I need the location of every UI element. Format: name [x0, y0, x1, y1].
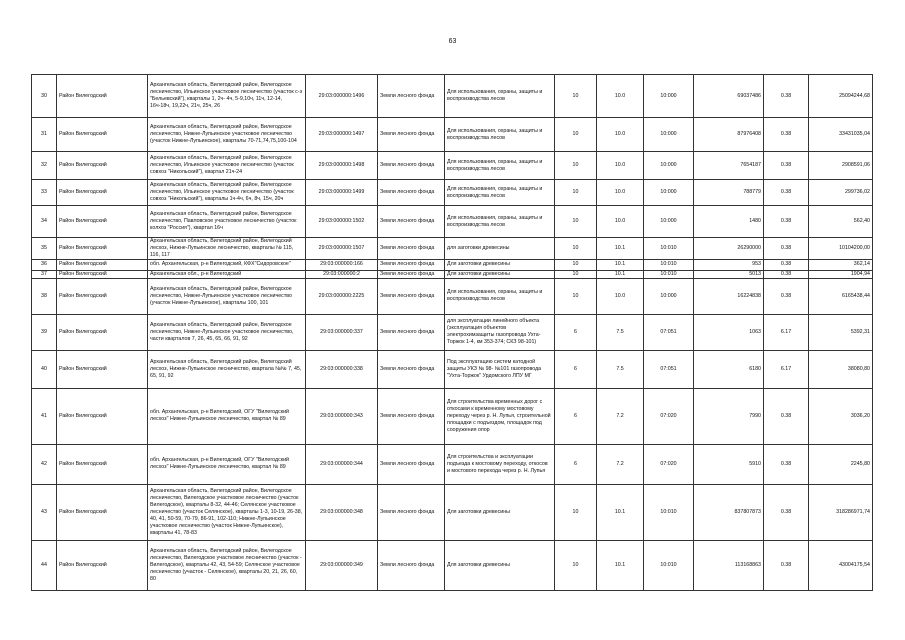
cadastral-value: 1904,94	[809, 270, 873, 278]
rate-value: 0.38	[764, 484, 809, 540]
cadastral-value: 6165438,44	[809, 278, 873, 314]
area-value: 26290000	[694, 238, 764, 260]
table-row	[32, 388, 873, 444]
land-category: Земли лесного фонда	[378, 238, 445, 260]
code-3: 10:000	[644, 206, 694, 238]
area-value: 788779	[694, 180, 764, 206]
cadastral-value: 362,14	[809, 259, 873, 270]
cadastral-number: 29:03:000000:1507	[306, 238, 378, 260]
land-category: Земли лесного фонда	[378, 152, 445, 180]
district-cell: Район Вилегодский	[57, 180, 148, 206]
district-cell: Район Вилегодский	[57, 259, 148, 270]
table-row	[32, 444, 873, 484]
row-number: 36	[32, 259, 57, 270]
table-row	[32, 206, 873, 238]
land-category: Земли лесного фонда	[378, 180, 445, 206]
area-value: 1480	[694, 206, 764, 238]
location-cell: обл. Архангельская, р-н Вилегодский, ОГУ "Вилегодский лесхоз" Нижне-Лупьинское лесничество, квартал № 89	[148, 444, 306, 484]
code-1: 10	[555, 206, 597, 238]
code-3: 10:010	[644, 259, 694, 270]
code-3: 10:000	[644, 152, 694, 180]
code-3: 10:010	[644, 484, 694, 540]
cadastral-number: 29:03:000000:1502	[306, 206, 378, 238]
cadastral-number: 29:03:000000:338	[306, 350, 378, 388]
cadastral-value: 562,40	[809, 206, 873, 238]
code-1: 10	[555, 278, 597, 314]
land-category: Земли лесного фонда	[378, 278, 445, 314]
cadastral-value: 25094244,68	[809, 75, 873, 118]
cadastral-number: 29:03:000000:344	[306, 444, 378, 484]
permitted-use: Для использования, охраны, защиты и воспроизводства лесов	[445, 206, 555, 238]
location-cell: Архангельская область, Вилегодский район, Вилегодский лесхоз, Нижне-Лупьинское лесничество, квартала №№ 7, 45, 65, 91, 92	[148, 350, 306, 388]
cadastral-number: 29:03:000000:166	[306, 259, 378, 270]
district-cell: Район Вилегодский	[57, 270, 148, 278]
land-category: Земли лесного фонда	[378, 118, 445, 152]
code-1: 10	[555, 540, 597, 590]
permitted-use: для эксплуатации линейного объекта (эксплуатация объектов электрохимзащиты газопровода Ухта-Торжок 1-4, км 353-374; СКЗ 98-101)	[445, 314, 555, 350]
table-row	[32, 278, 873, 314]
code-3: 10:000	[644, 118, 694, 152]
location-cell: Архангельская область, Вилегодский район, Вилегодское лесничество, Вилегодское участковое лесничество (участок - Вилегодское), кварталы 42, 43, 54-59; Селянское участковое лесничество (участок - Селянское), кварталы 20, 21, 26, 60, 80	[148, 540, 306, 590]
land-category: Земли лесного фонда	[378, 350, 445, 388]
table-row	[32, 350, 873, 388]
code-3: 10:010	[644, 270, 694, 278]
district-cell: Район Вилегодский	[57, 484, 148, 540]
rate-value: 0.38	[764, 444, 809, 484]
area-value: 5013	[694, 270, 764, 278]
code-2: 10.0	[597, 118, 644, 152]
code-2: 7.2	[597, 388, 644, 444]
location-cell: Архангельская область, Вилегодский район, Вилегодский лесхоз, Нижне-Лупьинское лесничество, кварталы № 115, 116, 117	[148, 238, 306, 260]
code-2: 10.1	[597, 484, 644, 540]
location-cell: Архангельская область, Вилегодский район, Вилегодское лесничество, Ильинское участковое лесничество (участок с-з "Бельевский"), кварталы 1, 2ч- 4ч, 5-9,10ч, 11ч, 12-14, 16ч-18ч, 19,22ч, 21ч, 25ч, 26	[148, 75, 306, 118]
row-number: 38	[32, 278, 57, 314]
permitted-use: Для использования, охраны, защиты и воспроизводства лесов	[445, 118, 555, 152]
cadastral-value: 2908591,06	[809, 152, 873, 180]
cadastral-number: 29:03:000000:1499	[306, 180, 378, 206]
code-1: 10	[555, 152, 597, 180]
rate-value: 0.38	[764, 270, 809, 278]
area-value: 7654187	[694, 152, 764, 180]
cadastral-number: 29:03:000000:1496	[306, 75, 378, 118]
land-category: Земли лесного фонда	[378, 484, 445, 540]
area-value: 16224838	[694, 278, 764, 314]
code-2: 7.5	[597, 314, 644, 350]
district-cell: Район Вилегодский	[57, 540, 148, 590]
code-1: 6	[555, 388, 597, 444]
land-category: Земли лесного фонда	[378, 206, 445, 238]
rate-value: 6.17	[764, 350, 809, 388]
code-2: 10.1	[597, 270, 644, 278]
location-cell: обл. Архангельская, р-н Вилегодский, КФХ"Сидоровское"	[148, 259, 306, 270]
permitted-use: Для использования, охраны, защиты и воспроизводства лесов	[445, 75, 555, 118]
land-category: Земли лесного фонда	[378, 444, 445, 484]
code-1: 10	[555, 75, 597, 118]
code-1: 6	[555, 350, 597, 388]
district-cell: Район Вилегодский	[57, 206, 148, 238]
cadastral-value: 2245,80	[809, 444, 873, 484]
location-cell: Архангельская область, Вилегодский район, Вилегодское лесничество, Нижне-Лупьинское участковое лесничество (участок Нижне-Лупьинское), кварталы 70-71,74,75,100-104	[148, 118, 306, 152]
area-value: 953	[694, 259, 764, 270]
district-cell: Район Вилегодский	[57, 350, 148, 388]
code-3: 10:000	[644, 75, 694, 118]
rate-value: 6.17	[764, 314, 809, 350]
row-number: 30	[32, 75, 57, 118]
rate-value: 0.38	[764, 278, 809, 314]
permitted-use: Для строительства и эксплуатации подъезда к мостовому переходу, откосов и мостового перехода через р. Н. Лупья	[445, 444, 555, 484]
code-3: 10:000	[644, 278, 694, 314]
code-3: 07:051	[644, 314, 694, 350]
code-1: 10	[555, 118, 597, 152]
permitted-use: Для заготовки древесины	[445, 270, 555, 278]
code-2: 10.1	[597, 540, 644, 590]
code-2: 7.2	[597, 444, 644, 484]
rate-value: 0.38	[764, 540, 809, 590]
code-2: 10.1	[597, 259, 644, 270]
code-3: 10:010	[644, 238, 694, 260]
table-row	[32, 484, 873, 540]
code-3: 10:000	[644, 180, 694, 206]
table-row	[32, 238, 873, 260]
table-row	[32, 152, 873, 180]
code-3: 07:051	[644, 350, 694, 388]
permitted-use: Для строительства временных дорог с откосами к временному мостовому переходу через р. Н. Лупья, строительной площадки с подъездом, площадок под сооружения опор	[445, 388, 555, 444]
code-1: 6	[555, 444, 597, 484]
table-row	[32, 118, 873, 152]
permitted-use: Для использования, охраны, защиты и воспроизводства лесов	[445, 152, 555, 180]
location-cell: Архангельская обл., р-н Вилегодский	[148, 270, 306, 278]
row-number: 40	[32, 350, 57, 388]
rate-value: 0.38	[764, 152, 809, 180]
row-number: 43	[32, 484, 57, 540]
land-category: Земли лесного фонда	[378, 388, 445, 444]
row-number: 42	[32, 444, 57, 484]
rate-value: 0.38	[764, 259, 809, 270]
code-1: 10	[555, 484, 597, 540]
table-row	[32, 270, 873, 278]
cadastral-number: 29:03:000000:348	[306, 484, 378, 540]
cadastral-number: 29:03:000000:337	[306, 314, 378, 350]
area-value: 7990	[694, 388, 764, 444]
code-1: 10	[555, 238, 597, 260]
row-number: 41	[32, 388, 57, 444]
cadastral-value: 3036,20	[809, 388, 873, 444]
permitted-use: для заготовки древесины	[445, 238, 555, 260]
row-number: 33	[32, 180, 57, 206]
district-cell: Район Вилегодский	[57, 388, 148, 444]
code-3: 10:010	[644, 540, 694, 590]
district-cell: Район Вилегодский	[57, 238, 148, 260]
table-row	[32, 180, 873, 206]
cadastral-number: 29:03:000000:1497	[306, 118, 378, 152]
cadastral-number: 29:03:000000:343	[306, 388, 378, 444]
district-cell: Район Вилегодский	[57, 152, 148, 180]
rate-value: 0.38	[764, 180, 809, 206]
district-cell: Район Вилегодский	[57, 118, 148, 152]
district-cell: Район Вилегодский	[57, 75, 148, 118]
area-value: 6180	[694, 350, 764, 388]
table-row	[32, 314, 873, 350]
cadastral-number: 29:03:000000:1498	[306, 152, 378, 180]
rate-value: 0.38	[764, 388, 809, 444]
area-value: 113168863	[694, 540, 764, 590]
area-value: 1063	[694, 314, 764, 350]
cadastral-value: 318286971,74	[809, 484, 873, 540]
cadastral-value: 299736,02	[809, 180, 873, 206]
district-cell: Район Вилегодский	[57, 278, 148, 314]
row-number: 31	[32, 118, 57, 152]
row-number: 37	[32, 270, 57, 278]
permitted-use: Для использования, охраны, защиты и воспроизводства лесов	[445, 278, 555, 314]
location-cell: Архангельская область, Вилегодский район, Вилегодское лесничество, Вилегодское участковое лесничество (участок Вилегодское), кварталы 8-32, 44-46; Селянское участковое лесничество (участок Селянское), кварталы 1-3, 10-19, 26-38, 40, 41, 50-59, 70-79, 86-91, 102-110; Нижне-Лупьинское участковое лесничество (участок Нижне-Лупьинское), кварталы 41, 78-83	[148, 484, 306, 540]
cadastral-number: 29:03:000000:349	[306, 540, 378, 590]
code-2: 10.0	[597, 206, 644, 238]
rate-value: 0.38	[764, 118, 809, 152]
row-number: 32	[32, 152, 57, 180]
area-value: 837807873	[694, 484, 764, 540]
cadastral-number: 29:03:000000:2225	[306, 278, 378, 314]
code-2: 10.1	[597, 238, 644, 260]
row-number: 39	[32, 314, 57, 350]
code-1: 10	[555, 259, 597, 270]
land-category: Земли лесного фонда	[378, 540, 445, 590]
row-number: 34	[32, 206, 57, 238]
cadastral-value: 10104200,00	[809, 238, 873, 260]
cadastral-value: 5392,31	[809, 314, 873, 350]
code-2: 10.0	[597, 278, 644, 314]
table-row	[32, 259, 873, 270]
location-cell: Архангельская область, Вилегодский район, Вилегодское лесничество, Ильинское участковое лесничество (участок совхоз "Никольский"), квартал 21ч-24	[148, 152, 306, 180]
area-value: 5910	[694, 444, 764, 484]
location-cell: Архангельская область, Вилегодский район, Вилегодское лесничество, Павловское участковое лесничество (участок колхоз "Россия"), квартал 16ч	[148, 206, 306, 238]
permitted-use: Под эксплуатацию систем катодной защиты УКЗ № 98- №101 газопровода "Ухта-Торжок" Урдомского ЛПУ МГ	[445, 350, 555, 388]
row-number: 35	[32, 238, 57, 260]
location-cell: Архангельская область, Вилегодский район, Вилегодское лесничество, Нижне-Лупьинское участковое лесничество, части кварталов 7, 26, 45, 65, 66, 91, 92	[148, 314, 306, 350]
code-2: 10.0	[597, 152, 644, 180]
cadastral-value: 43004175,54	[809, 540, 873, 590]
permitted-use: Для использования, охраны, защиты и воспроизводства лесов	[445, 180, 555, 206]
page-number: 63	[448, 38, 457, 45]
code-1: 10	[555, 270, 597, 278]
land-category: Земли лесного фонда	[378, 270, 445, 278]
cadastral-number: 29:03:000000:2	[306, 270, 378, 278]
land-category: Земли лесного фонда	[378, 259, 445, 270]
cadastral-value: 38080,80	[809, 350, 873, 388]
permitted-use: Для заготовки древесины	[445, 259, 555, 270]
code-1: 10	[555, 180, 597, 206]
location-cell: Архангельская область, Вилегодский район, Вилегодское лесничество, Нижне-Лупьинское участковое лесничество (участок Нижне-Лупьинское), кварталы 100, 101	[148, 278, 306, 314]
land-category: Земли лесного фонда	[378, 314, 445, 350]
location-cell: Архангельская область, Вилегодский район, Вилегодское лесничество, Ильинское участковое лесничество (участок совхоз "Никольский"), кварталы 1ч-4ч, 6ч, 8ч, 15ч, 20ч	[148, 180, 306, 206]
rate-value: 0.38	[764, 75, 809, 118]
area-value: 69037486	[694, 75, 764, 118]
table-row	[32, 75, 873, 118]
code-1: 6	[555, 314, 597, 350]
table-row	[32, 540, 873, 590]
code-2: 10.0	[597, 75, 644, 118]
district-cell: Район Вилегодский	[57, 314, 148, 350]
code-2: 10.0	[597, 180, 644, 206]
code-3: 07:020	[644, 388, 694, 444]
cadastral-value: 33431035,04	[809, 118, 873, 152]
location-cell: обл. Архангельская, р-н Вилегодский, ОГУ "Вилегодский лесхоз" Нижне-Лупьинское лесничество, квартал № 89	[148, 388, 306, 444]
rate-value: 0.38	[764, 238, 809, 260]
area-value: 87976408	[694, 118, 764, 152]
land-registry-table	[31, 74, 873, 591]
row-number: 44	[32, 540, 57, 590]
code-2: 7.5	[597, 350, 644, 388]
code-3: 07:020	[644, 444, 694, 484]
rate-value: 0.38	[764, 206, 809, 238]
district-cell: Район Вилегодский	[57, 444, 148, 484]
land-category: Земли лесного фонда	[378, 75, 445, 118]
permitted-use: Для заготовки древесины	[445, 484, 555, 540]
permitted-use: Для заготовки древесины	[445, 540, 555, 590]
